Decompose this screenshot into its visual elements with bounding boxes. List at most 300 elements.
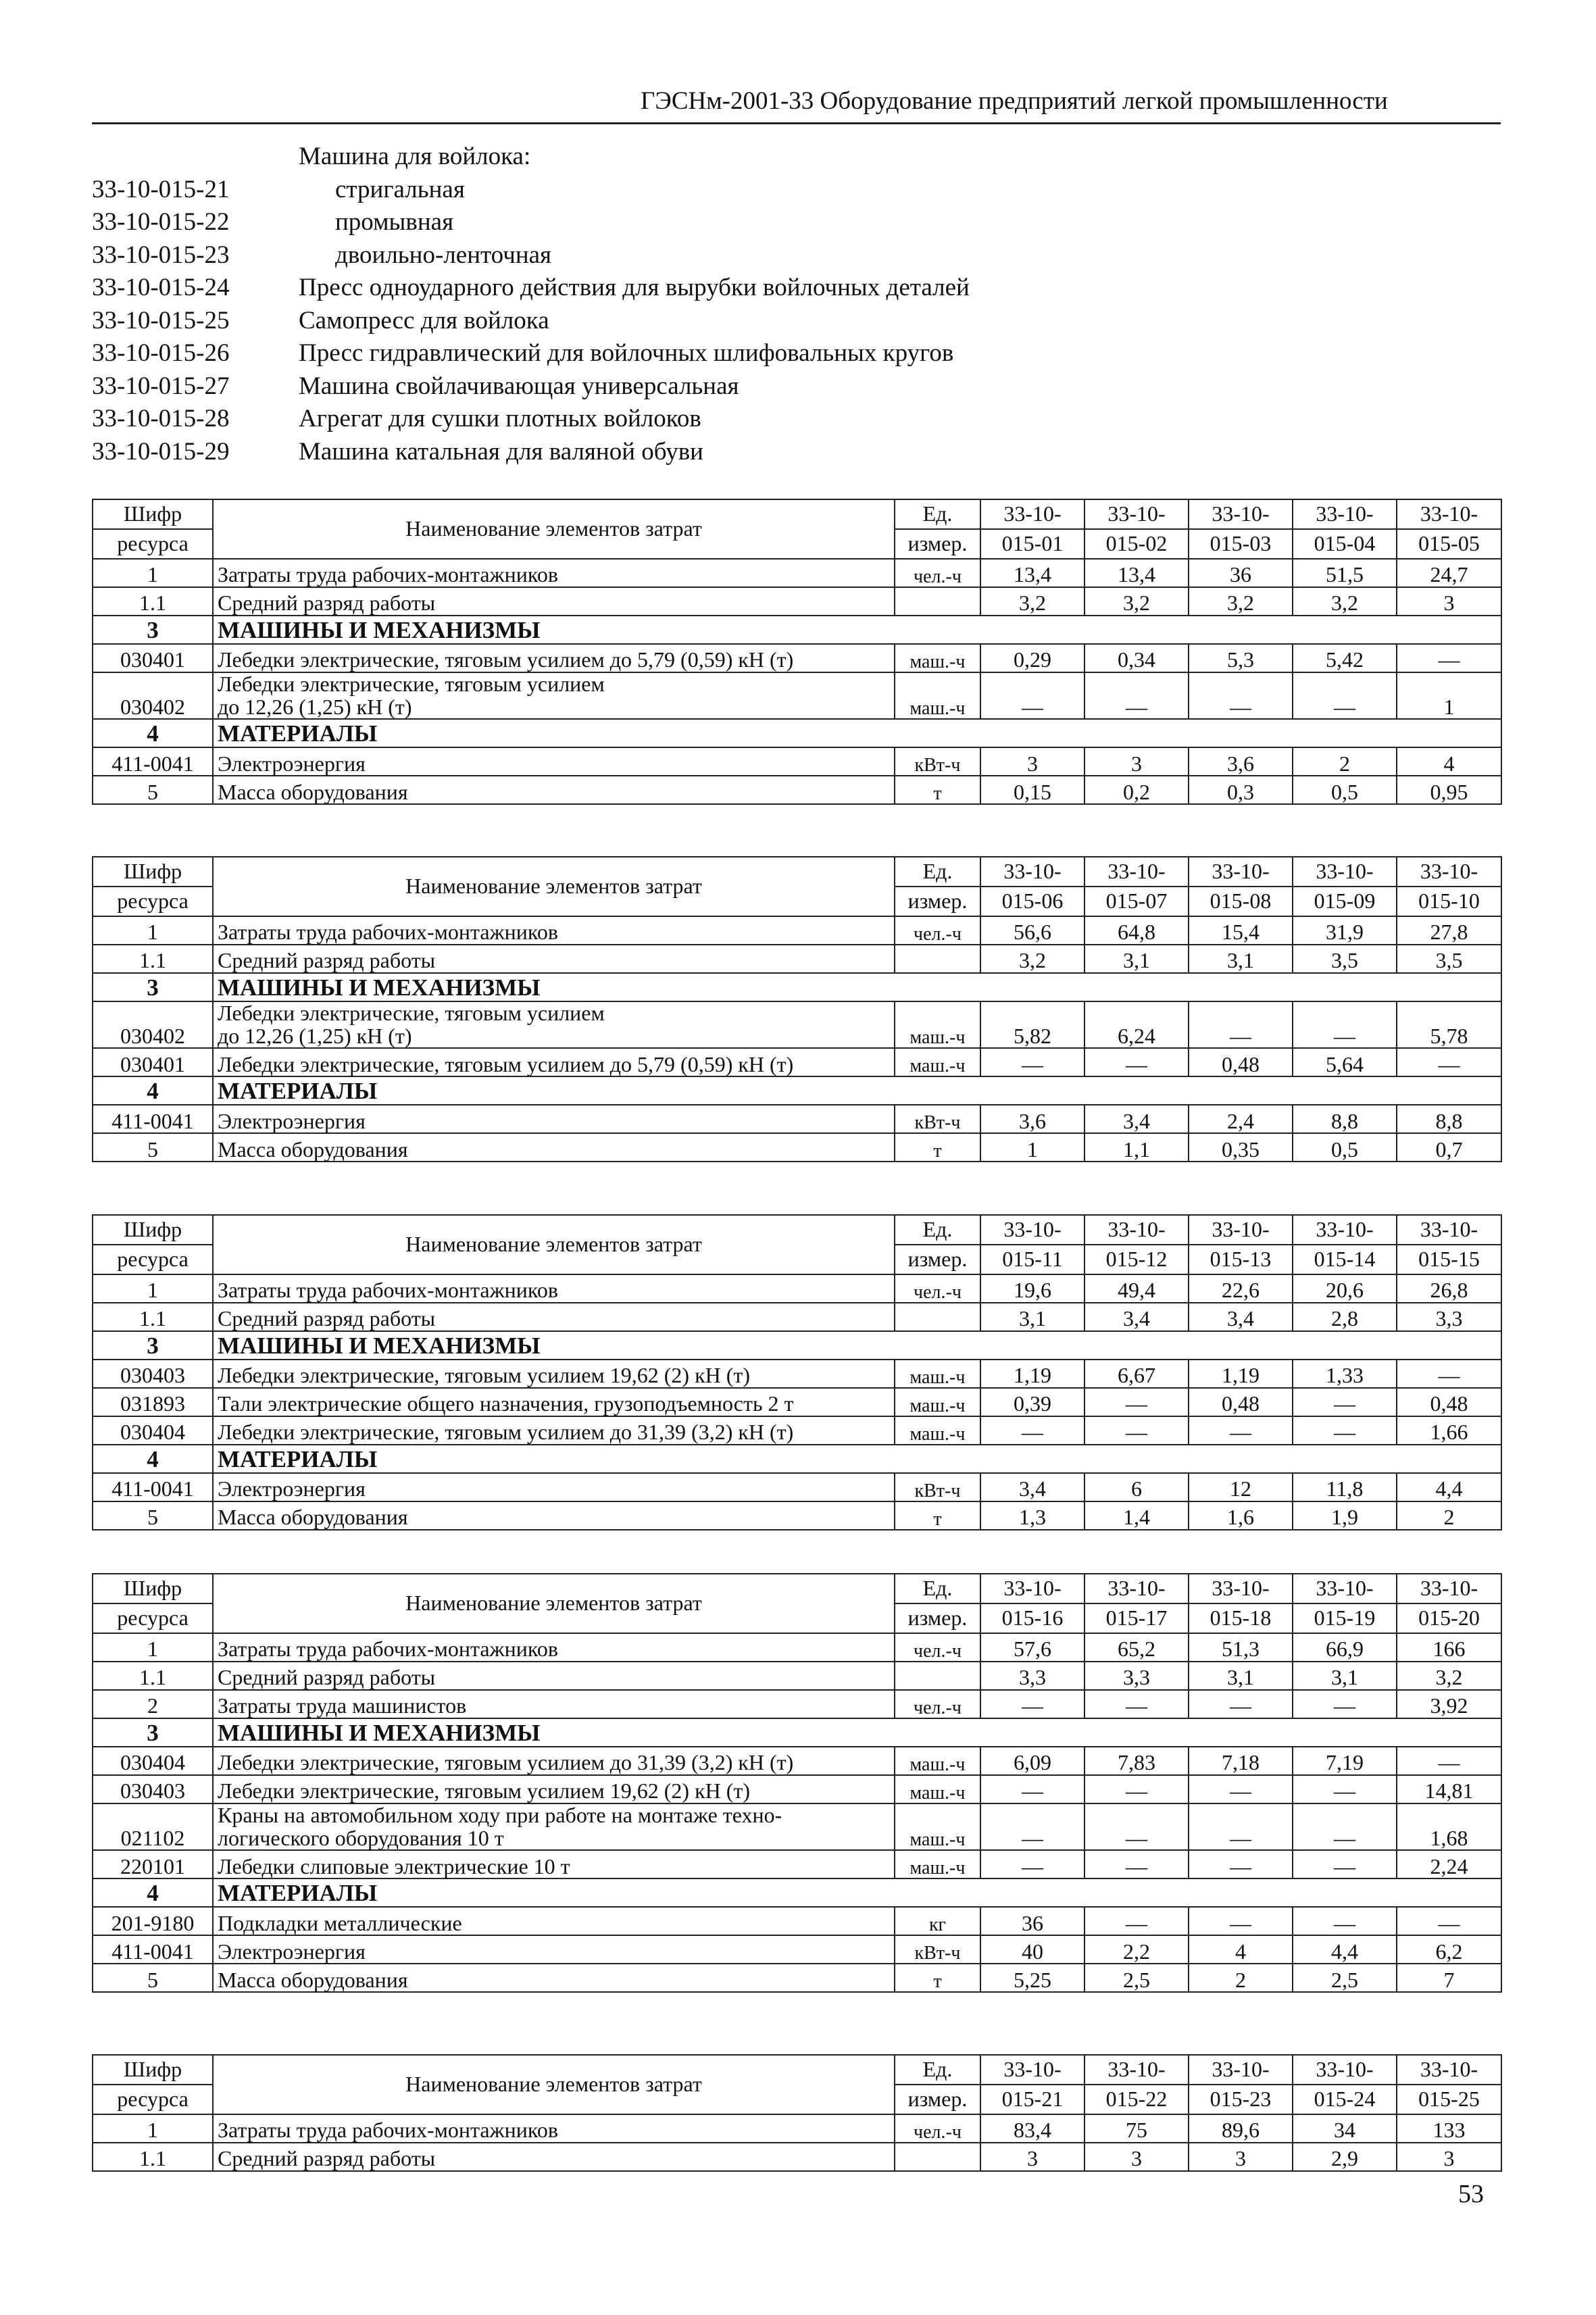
table-row bbox=[93, 1274, 1501, 1303]
header-name-label: Наименование элементов затрат bbox=[213, 1215, 895, 1274]
row-value: 3,2 bbox=[1397, 1662, 1501, 1690]
row-name-text: Электроэнергия bbox=[218, 1108, 366, 1133]
row-unit: маш.-ч bbox=[895, 1360, 980, 1388]
table-row bbox=[93, 1690, 1501, 1718]
row-value: 1 bbox=[980, 1133, 1084, 1162]
section-title: МАТЕРИАЛЫ bbox=[213, 1445, 1501, 1473]
row-value: — bbox=[980, 1690, 1084, 1718]
row-value: 3,4 bbox=[1084, 1105, 1189, 1133]
row-value: 5,3 bbox=[1189, 644, 1293, 672]
row-unit: маш.-ч bbox=[895, 1416, 980, 1445]
row-value: 3,3 bbox=[1397, 1303, 1501, 1331]
row-code: 5 bbox=[93, 1964, 213, 1992]
row-value: — bbox=[1293, 1803, 1397, 1850]
row-unit: маш.-ч bbox=[895, 1747, 980, 1775]
table-row bbox=[93, 1416, 1501, 1445]
row-name-text: Лебедки слиповые электрические 10 т bbox=[218, 1853, 570, 1878]
row-code: 411-0041 bbox=[93, 1473, 213, 1501]
header-column-code: 33-10- bbox=[1189, 857, 1293, 887]
row-unit: маш.-ч bbox=[895, 1803, 980, 1850]
row-value: 15,4 bbox=[1189, 916, 1293, 945]
list-item-code: 33-10-015-22 bbox=[92, 208, 230, 236]
row-value: 8,8 bbox=[1397, 1105, 1501, 1133]
row-value: 0,48 bbox=[1189, 1388, 1293, 1416]
row-code: 3 bbox=[93, 1331, 213, 1360]
header-name-label: Наименование элементов затрат bbox=[213, 499, 895, 559]
table-row bbox=[93, 916, 1501, 945]
row-code: 1.1 bbox=[93, 945, 213, 973]
row-value: 65,2 bbox=[1084, 1633, 1189, 1662]
header-column-code: 33-10- bbox=[1293, 857, 1397, 887]
header-column-code: 015-19 bbox=[1293, 1603, 1397, 1633]
row-value: 7,83 bbox=[1084, 1747, 1189, 1775]
list-item-name: стригальная bbox=[335, 175, 465, 203]
row-code: 030402 bbox=[93, 672, 213, 719]
row-code: 411-0041 bbox=[93, 1935, 213, 1964]
row-code: 5 bbox=[93, 776, 213, 804]
row-value: 4 bbox=[1397, 747, 1501, 776]
table-row bbox=[93, 1747, 1501, 1775]
list-item-code: 33-10-015-25 bbox=[92, 306, 230, 334]
row-value: 36 bbox=[980, 1907, 1084, 1935]
table-row bbox=[93, 1803, 1501, 1850]
row-code: 030401 bbox=[93, 644, 213, 672]
row-value: 4 bbox=[1189, 1935, 1293, 1964]
row-value: — bbox=[1084, 1388, 1189, 1416]
table-row bbox=[93, 1907, 1501, 1935]
table-row bbox=[93, 1076, 1501, 1105]
table-row bbox=[93, 1964, 1501, 1992]
header-column-code: 015-20 bbox=[1397, 1603, 1501, 1633]
row-value: 14,81 bbox=[1397, 1775, 1501, 1803]
row-value: 26,8 bbox=[1397, 1274, 1501, 1303]
list-item-code: 33-10-015-29 bbox=[92, 437, 230, 466]
row-name bbox=[213, 1388, 895, 1416]
header-code-label: Шифр bbox=[93, 2055, 213, 2085]
row-value: 36 bbox=[1189, 559, 1293, 587]
header-code-label: ресурса bbox=[93, 529, 213, 559]
list-item-code: 33-10-015-24 bbox=[92, 274, 230, 301]
table-row bbox=[93, 1775, 1501, 1803]
row-unit: маш.-ч bbox=[895, 644, 980, 672]
header-column-code: 015-02 bbox=[1084, 529, 1189, 559]
row-value: 0,2 bbox=[1084, 776, 1189, 804]
row-value: 3,4 bbox=[1084, 1303, 1189, 1331]
row-unit: чел.-ч bbox=[895, 1690, 980, 1718]
row-value: 0,34 bbox=[1084, 644, 1189, 672]
row-value: 13,4 bbox=[980, 559, 1084, 587]
row-value: 0,39 bbox=[980, 1388, 1084, 1416]
row-value: 7,19 bbox=[1293, 1747, 1397, 1775]
header-unit-label: измер. bbox=[895, 529, 980, 559]
row-name-text: Затраты труда рабочих-монтажников bbox=[218, 1637, 558, 1662]
row-value: — bbox=[1293, 1690, 1397, 1718]
header-column-code: 33-10- bbox=[1084, 1574, 1189, 1603]
row-name-text: Лебедки электрические, тяговым усилием bbox=[218, 672, 605, 696]
header-column-code: 015-15 bbox=[1397, 1245, 1501, 1274]
row-value: — bbox=[1293, 1775, 1397, 1803]
table-row bbox=[93, 719, 1501, 747]
row-value: — bbox=[1397, 644, 1501, 672]
row-value: — bbox=[1084, 1850, 1189, 1878]
table-header-row bbox=[93, 2055, 1501, 2085]
header-column-code: 015-06 bbox=[980, 887, 1084, 916]
row-value: — bbox=[980, 1803, 1084, 1850]
row-value: — bbox=[1084, 672, 1189, 719]
header-column-code: 015-23 bbox=[1189, 2085, 1293, 2114]
row-name-text-continued: до 12,26 (1,25) кН (т) bbox=[218, 1023, 412, 1048]
row-unit bbox=[895, 945, 980, 973]
row-value: 51,3 bbox=[1189, 1633, 1293, 1662]
row-name-text: Лебедки электрические, тяговым усилием до 5,79 (0,59) кН (т) bbox=[218, 1051, 794, 1076]
row-name bbox=[213, 1964, 895, 1992]
row-name-text: Краны на автомобильном ходу при работе на монтаже техно- bbox=[218, 1803, 782, 1827]
row-unit: маш.-ч bbox=[895, 1775, 980, 1803]
resource-table bbox=[92, 1214, 1502, 1530]
row-value: 3,1 bbox=[1189, 1662, 1293, 1690]
header-code-label: ресурса bbox=[93, 2085, 213, 2114]
header-column-code: 015-12 bbox=[1084, 1245, 1189, 1274]
row-value: 0,7 bbox=[1397, 1133, 1501, 1162]
list-item-name: двоильно-ленточная bbox=[335, 241, 552, 269]
row-value: 56,6 bbox=[980, 916, 1084, 945]
row-value: 66,9 bbox=[1293, 1633, 1397, 1662]
table-row bbox=[93, 973, 1501, 1001]
table-row bbox=[93, 945, 1501, 973]
row-value: 5,82 bbox=[980, 1001, 1084, 1048]
row-value: 133 bbox=[1397, 2114, 1501, 2143]
header-column-code: 015-08 bbox=[1189, 887, 1293, 916]
header-column-code: 33-10- bbox=[980, 2055, 1084, 2085]
row-value: 75 bbox=[1084, 2114, 1189, 2143]
table-header-row bbox=[93, 1574, 1501, 1603]
row-value: 166 bbox=[1397, 1633, 1501, 1662]
header-column-code: 015-07 bbox=[1084, 887, 1189, 916]
list-item-name: Самопресс для войлока bbox=[299, 306, 549, 334]
row-value: 2,8 bbox=[1293, 1303, 1397, 1331]
list-item-code: 33-10-015-26 bbox=[92, 339, 230, 367]
row-value: — bbox=[1293, 1850, 1397, 1878]
row-name-text: Средний разряд работы bbox=[218, 591, 436, 616]
row-value: 6,67 bbox=[1084, 1360, 1189, 1388]
list-item-name: Пресс гидравлический для войлочных шлифовальных кругов bbox=[299, 339, 954, 367]
row-value: 3,6 bbox=[1189, 747, 1293, 776]
row-value: 0,5 bbox=[1293, 776, 1397, 804]
header-column-code: 33-10- bbox=[1293, 2055, 1397, 2085]
row-unit: кг bbox=[895, 1907, 980, 1935]
row-value: 2,5 bbox=[1084, 1964, 1189, 1992]
table-row bbox=[93, 559, 1501, 587]
running-header: ГЭСНм-2001-33 Оборудование предприятий легкой промышленности bbox=[641, 87, 1388, 115]
row-value: — bbox=[1189, 1001, 1293, 1048]
section-title: МАШИНЫ И МЕХАНИЗМЫ bbox=[213, 1331, 1501, 1360]
row-value: — bbox=[1189, 1775, 1293, 1803]
row-unit bbox=[895, 587, 980, 616]
header-column-code: 33-10- bbox=[980, 1574, 1084, 1603]
row-value: — bbox=[1397, 1747, 1501, 1775]
header-column-code: 015-22 bbox=[1084, 2085, 1189, 2114]
row-unit: т bbox=[895, 1501, 980, 1530]
row-name-text: Лебедки электрические, тяговым усилием до 31,39 (3,2) кН (т) bbox=[218, 1420, 794, 1445]
row-name-text: Средний разряд работы bbox=[218, 1306, 436, 1331]
row-name bbox=[213, 1048, 895, 1076]
row-name bbox=[213, 1473, 895, 1501]
row-value: — bbox=[1189, 672, 1293, 719]
row-value: 3 bbox=[1084, 747, 1189, 776]
header-column-code: 015-25 bbox=[1397, 2085, 1501, 2114]
row-value: — bbox=[1084, 1803, 1189, 1850]
row-value: 1,3 bbox=[980, 1501, 1084, 1530]
row-code: 1 bbox=[93, 1633, 213, 1662]
resource-table bbox=[92, 499, 1502, 805]
row-code: 030404 bbox=[93, 1416, 213, 1445]
row-value: 2 bbox=[1397, 1501, 1501, 1530]
row-value: 0,95 bbox=[1397, 776, 1501, 804]
row-value: 3 bbox=[1189, 2143, 1293, 2171]
row-value: 6,24 bbox=[1084, 1001, 1189, 1048]
row-value: 4,4 bbox=[1397, 1473, 1501, 1501]
row-name-text: Лебедки электрические, тяговым усилием до 31,39 (3,2) кН (т) bbox=[218, 1750, 794, 1775]
list-item-name: Машина свойлачивающая универсальная bbox=[299, 372, 739, 400]
row-value: 3,1 bbox=[1189, 945, 1293, 973]
row-value: 13,4 bbox=[1084, 559, 1189, 587]
row-name-text: Электроэнергия bbox=[218, 1939, 366, 1964]
row-code: 1 bbox=[93, 1274, 213, 1303]
row-value: 3,4 bbox=[1189, 1303, 1293, 1331]
row-name bbox=[213, 1105, 895, 1133]
row-unit bbox=[895, 2143, 980, 2171]
header-unit-label: Ед. bbox=[895, 1574, 980, 1603]
row-value: — bbox=[1084, 1775, 1189, 1803]
row-name bbox=[213, 1416, 895, 1445]
row-value: 2,4 bbox=[1189, 1105, 1293, 1133]
header-column-code: 015-14 bbox=[1293, 1245, 1397, 1274]
row-value: — bbox=[980, 672, 1084, 719]
header-column-code: 015-03 bbox=[1189, 529, 1293, 559]
section-title: МАШИНЫ И МЕХАНИЗМЫ bbox=[213, 616, 1501, 644]
row-value: 2,9 bbox=[1293, 2143, 1397, 2171]
row-value: 4,4 bbox=[1293, 1935, 1397, 1964]
row-value: — bbox=[1293, 1001, 1397, 1048]
row-code: 4 bbox=[93, 1878, 213, 1907]
row-unit: т bbox=[895, 776, 980, 804]
row-unit: маш.-ч bbox=[895, 1001, 980, 1048]
table-row bbox=[93, 1850, 1501, 1878]
row-name bbox=[213, 2143, 895, 2171]
row-name bbox=[213, 1803, 895, 1850]
header-column-code: 015-05 bbox=[1397, 529, 1501, 559]
row-name-text: Подкладки металлические bbox=[218, 1910, 462, 1935]
header-unit-label: измер. bbox=[895, 2085, 980, 2114]
list-item-name: Пресс одноударного действия для вырубки войлочных деталей bbox=[299, 274, 970, 301]
row-name-text: Средний разряд работы bbox=[218, 1665, 436, 1690]
row-value: 24,7 bbox=[1397, 559, 1501, 587]
row-value: 3,3 bbox=[980, 1662, 1084, 1690]
row-value: 5,78 bbox=[1397, 1001, 1501, 1048]
row-value: 2,24 bbox=[1397, 1850, 1501, 1878]
header-column-code: 015-11 bbox=[980, 1245, 1084, 1274]
row-value: 89,6 bbox=[1189, 2114, 1293, 2143]
row-value: — bbox=[1189, 1907, 1293, 1935]
table-row bbox=[93, 2143, 1501, 2171]
row-value: 0,48 bbox=[1189, 1048, 1293, 1076]
row-name bbox=[213, 587, 895, 616]
row-value: 64,8 bbox=[1084, 916, 1189, 945]
header-unit-label: Ед. bbox=[895, 1215, 980, 1245]
section-title: МАШИНЫ И МЕХАНИЗМЫ bbox=[213, 1718, 1501, 1747]
table-row bbox=[93, 1048, 1501, 1076]
table-row bbox=[93, 1633, 1501, 1662]
row-name-text: Лебедки электрические, тяговым усилием 19,62 (2) кН (т) bbox=[218, 1363, 751, 1388]
row-unit: кВт-ч bbox=[895, 747, 980, 776]
row-value: — bbox=[1189, 1690, 1293, 1718]
row-value: 27,8 bbox=[1397, 916, 1501, 945]
row-code: 1.1 bbox=[93, 1303, 213, 1331]
row-value: 2,2 bbox=[1084, 1935, 1189, 1964]
table-row bbox=[93, 1105, 1501, 1133]
header-column-code: 33-10- bbox=[1189, 499, 1293, 529]
row-unit: т bbox=[895, 1133, 980, 1162]
row-value: 0,48 bbox=[1397, 1388, 1501, 1416]
row-value: 40 bbox=[980, 1935, 1084, 1964]
row-code: 4 bbox=[93, 719, 213, 747]
list-item-name: Агрегат для сушки плотных войлоков bbox=[299, 405, 701, 432]
row-name bbox=[213, 1907, 895, 1935]
row-value: 2 bbox=[1293, 747, 1397, 776]
section-title: МАШИНЫ И МЕХАНИЗМЫ bbox=[213, 973, 1501, 1001]
header-column-code: 33-10- bbox=[1397, 857, 1501, 887]
row-name bbox=[213, 1501, 895, 1530]
row-unit: чел.-ч bbox=[895, 2114, 980, 2143]
row-value: 1,66 bbox=[1397, 1416, 1501, 1445]
row-value: 6,2 bbox=[1397, 1935, 1501, 1964]
section-title: МАТЕРИАЛЫ bbox=[213, 1878, 1501, 1907]
row-value: 1,1 bbox=[1084, 1133, 1189, 1162]
list-item-code: 33-10-015-23 bbox=[92, 241, 230, 269]
table-row bbox=[93, 1388, 1501, 1416]
header-column-code: 33-10- bbox=[1293, 1215, 1397, 1245]
row-value: — bbox=[1293, 672, 1397, 719]
section-title: МАТЕРИАЛЫ bbox=[213, 1076, 1501, 1105]
row-value: 3,2 bbox=[980, 945, 1084, 973]
row-code: 411-0041 bbox=[93, 1105, 213, 1133]
table-row bbox=[93, 1473, 1501, 1501]
row-value: — bbox=[1293, 1388, 1397, 1416]
header-name-label: Наименование элементов затрат bbox=[213, 1574, 895, 1633]
header-column-code: 33-10- bbox=[980, 1215, 1084, 1245]
table-row bbox=[93, 616, 1501, 644]
row-name bbox=[213, 1690, 895, 1718]
row-value: — bbox=[1397, 1360, 1501, 1388]
row-code: 3 bbox=[93, 1718, 213, 1747]
row-value: — bbox=[980, 1775, 1084, 1803]
row-name-text: Электроэнергия bbox=[218, 1476, 366, 1501]
row-value: 3,1 bbox=[1293, 1662, 1397, 1690]
header-column-code: 33-10- bbox=[1293, 1574, 1397, 1603]
row-unit: маш.-ч bbox=[895, 1850, 980, 1878]
table-row bbox=[93, 747, 1501, 776]
row-value: — bbox=[1084, 1048, 1189, 1076]
row-code: 411-0041 bbox=[93, 747, 213, 776]
header-unit-label: Ед. bbox=[895, 857, 980, 887]
header-code-label: Шифр bbox=[93, 1574, 213, 1603]
row-code: 1.1 bbox=[93, 587, 213, 616]
row-value: 3,2 bbox=[1084, 587, 1189, 616]
row-unit: маш.-ч bbox=[895, 1388, 980, 1416]
row-name-text: Затраты труда рабочих-монтажников bbox=[218, 920, 558, 945]
row-value: 8,8 bbox=[1293, 1105, 1397, 1133]
row-value: 19,6 bbox=[980, 1274, 1084, 1303]
row-name-text: Затраты труда рабочих-монтажников bbox=[218, 2118, 558, 2143]
row-code: 1 bbox=[93, 2114, 213, 2143]
table-row bbox=[93, 2114, 1501, 2143]
row-value: 3 bbox=[980, 2143, 1084, 2171]
header-column-code: 015-10 bbox=[1397, 887, 1501, 916]
row-value: 3 bbox=[1084, 2143, 1189, 2171]
table-row bbox=[93, 1001, 1501, 1048]
row-value: 1,68 bbox=[1397, 1803, 1501, 1850]
header-column-code: 33-10- bbox=[980, 499, 1084, 529]
resource-table bbox=[92, 856, 1502, 1162]
table-row bbox=[93, 1133, 1501, 1162]
row-code: 3 bbox=[93, 616, 213, 644]
row-value: 3,1 bbox=[980, 1303, 1084, 1331]
table-row bbox=[93, 1662, 1501, 1690]
row-unit: чел.-ч bbox=[895, 1633, 980, 1662]
header-code-label: Шифр bbox=[93, 1215, 213, 1245]
row-value: 5,25 bbox=[980, 1964, 1084, 1992]
list-item-code: 33-10-015-21 bbox=[92, 175, 230, 203]
row-value: 3,2 bbox=[1189, 587, 1293, 616]
row-value: 0,29 bbox=[980, 644, 1084, 672]
resource-table bbox=[92, 2054, 1502, 2172]
row-value: — bbox=[1293, 1907, 1397, 1935]
header-column-code: 33-10- bbox=[1084, 499, 1189, 529]
row-value: 83,4 bbox=[980, 2114, 1084, 2143]
row-code: 3 bbox=[93, 973, 213, 1001]
row-value: 1,33 bbox=[1293, 1360, 1397, 1388]
row-value: 3,5 bbox=[1397, 945, 1501, 973]
header-column-code: 015-18 bbox=[1189, 1603, 1293, 1633]
row-value: 31,9 bbox=[1293, 916, 1397, 945]
row-code: 4 bbox=[93, 1445, 213, 1473]
row-code: 030401 bbox=[93, 1048, 213, 1076]
header-column-code: 33-10- bbox=[1397, 2055, 1501, 2085]
row-unit: маш.-ч bbox=[895, 1048, 980, 1076]
header-column-code: 33-10- bbox=[1084, 2055, 1189, 2085]
header-column-code: 33-10- bbox=[1084, 1215, 1189, 1245]
header-column-code: 33-10- bbox=[1189, 1574, 1293, 1603]
row-value: — bbox=[1189, 1803, 1293, 1850]
row-value: 1,19 bbox=[1189, 1360, 1293, 1388]
row-value: — bbox=[1397, 1907, 1501, 1935]
header-column-code: 33-10- bbox=[1293, 499, 1397, 529]
list-group-title: Машина для войлока: bbox=[299, 143, 531, 170]
row-name bbox=[213, 644, 895, 672]
row-value: — bbox=[1293, 1416, 1397, 1445]
row-value: 6,09 bbox=[980, 1747, 1084, 1775]
row-name-text: Электроэнергия bbox=[218, 751, 366, 776]
row-code: 030403 bbox=[93, 1360, 213, 1388]
row-value: 3 bbox=[980, 747, 1084, 776]
list-item-code: 33-10-015-27 bbox=[92, 372, 230, 400]
header-column-code: 33-10- bbox=[1397, 1215, 1501, 1245]
row-value: 3,6 bbox=[980, 1105, 1084, 1133]
row-value: — bbox=[980, 1850, 1084, 1878]
header-column-code: 015-09 bbox=[1293, 887, 1397, 916]
row-value: 1,9 bbox=[1293, 1501, 1397, 1530]
row-name-text-continued: до 12,26 (1,25) кН (т) bbox=[218, 694, 412, 719]
